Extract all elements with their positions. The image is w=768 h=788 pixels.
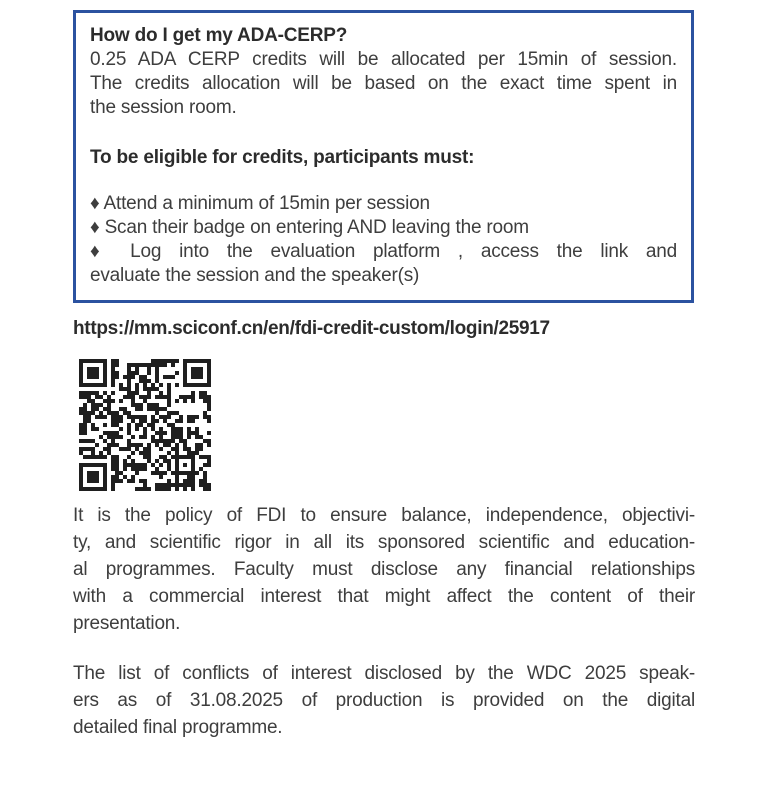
box-intro-text [90, 48, 677, 120]
text-line: evaluate the session and the speaker(s) [90, 265, 420, 286]
text-line: ♦ Log into the evaluation platform , access the link and [90, 241, 677, 262]
qr-code-image [79, 359, 211, 491]
text-line: It is the policy of FDI to ensure balance, independence, objectivi- [73, 505, 695, 526]
text-line: ty, and scientific rigor in all its sponsored scientific and education- [73, 532, 695, 553]
box-title: How do I get my ADA-CERP? [90, 25, 348, 46]
box-subtitle: To be eligible for credits, participants must: [90, 147, 475, 168]
qr-code [79, 359, 211, 491]
text-line: The list of conflicts of interest disclosed by the WDC 2025 speak- [73, 663, 695, 684]
conflicts-paragraph [73, 660, 695, 741]
credit-platform-url[interactable]: https://mm.sciconf.cn/en/fdi-credit-custom/login/25917 [73, 318, 550, 339]
text-line: ♦ Attend a minimum of 15min per session [90, 193, 430, 214]
text-line: ers as of 31.08.2025 of production is provided on the digital [73, 690, 695, 711]
bullet-list [90, 192, 677, 288]
bullet-item-attend [90, 192, 677, 216]
policy-paragraph [73, 502, 695, 637]
text-line: 0.25 ADA CERP credits will be allocated per 15min of session. [90, 49, 677, 70]
text-line: the session room. [90, 97, 237, 118]
text-line: ♦ Scan their badge on entering AND leaving the room [90, 217, 529, 238]
bullet-item-evaluate [90, 240, 677, 288]
text-line: presentation. [73, 613, 181, 634]
text-line: detailed final programme. [73, 717, 283, 738]
document-page [0, 10, 768, 788]
text-line: with a commercial interest that might affect the content of their [73, 586, 695, 607]
text-line: al programmes. Faculty must disclose any financial relationships [73, 559, 695, 580]
text-line: The credits allocation will be based on the exact time spent in [90, 73, 677, 94]
bullet-item-scan [90, 216, 677, 240]
ada-cerp-info-box [73, 10, 694, 303]
